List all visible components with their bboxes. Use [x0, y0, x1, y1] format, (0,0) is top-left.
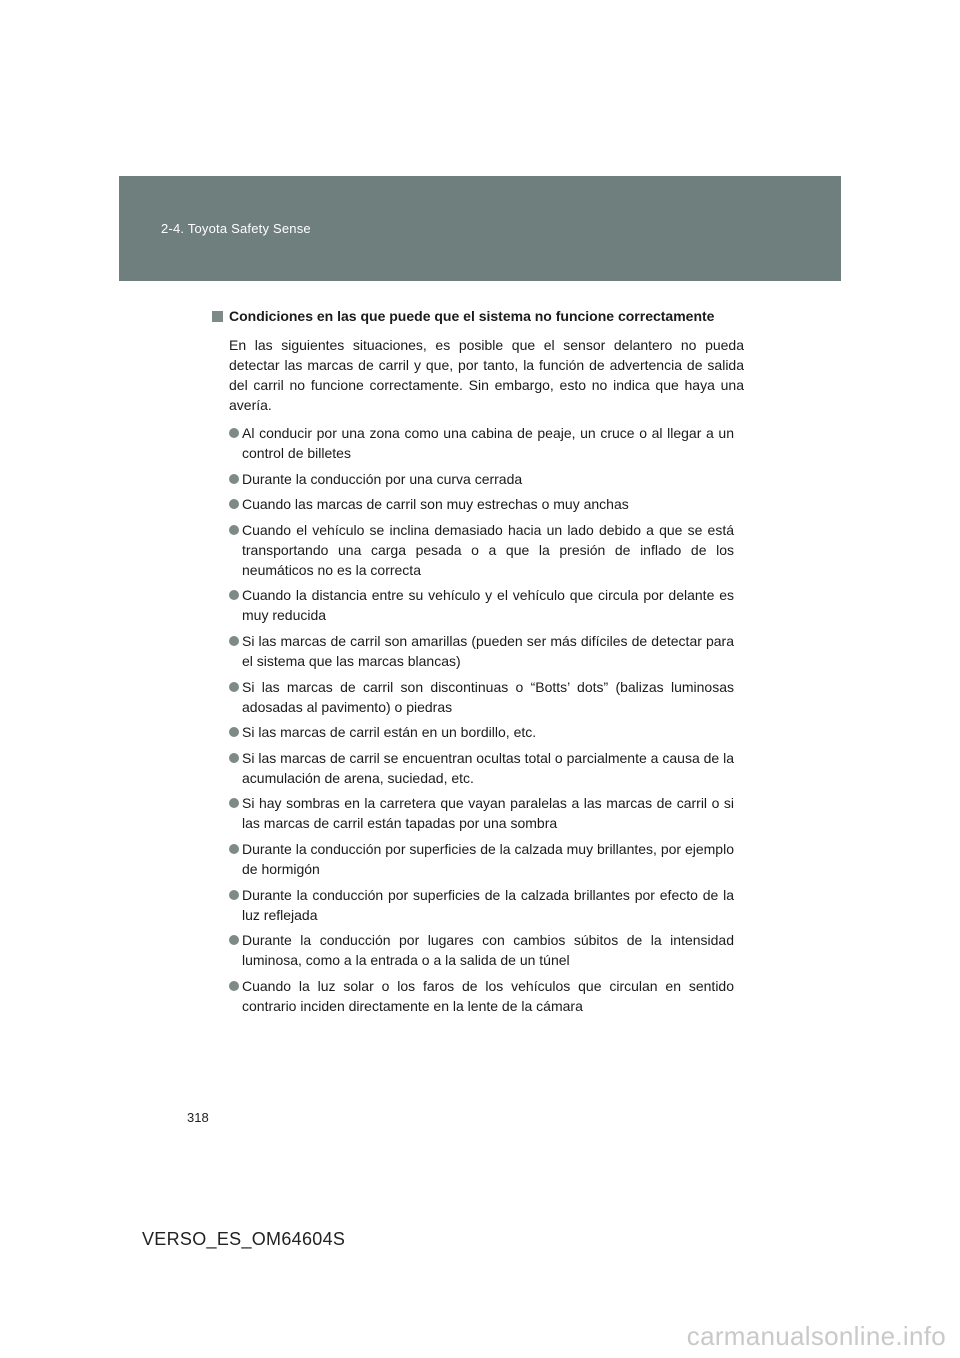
list-item-text: Durante la conducción por superficies de la calzada brillantes por efecto de la luz reflejada: [242, 886, 734, 923]
list-item: [229, 469, 734, 489]
round-bullet-icon: [229, 798, 239, 808]
list-item-text: Cuando la luz solar o los faros de los vehículos que circulan en sentido contrario inciden directamente en la lente de la cámara: [242, 977, 734, 1014]
round-bullet-icon: [229, 727, 239, 737]
round-bullet-icon: [229, 636, 239, 646]
list-item-text: Durante la conducción por una curva cerrada: [242, 470, 523, 487]
list-item-text: Si hay sombras en la carretera que vayan paralelas a las marcas de carril o si las marcas de carril están tapadas por una sombra: [242, 795, 734, 832]
round-bullet-icon: [229, 981, 239, 991]
list-item: [229, 885, 734, 925]
condition-list: [229, 423, 734, 1016]
list-item: [229, 839, 734, 879]
list-item-text: Cuando las marcas de carril son muy estrechas o muy anchas: [242, 496, 629, 513]
page-number: 318: [187, 1110, 209, 1125]
list-item: [229, 520, 734, 580]
list-item-text: Si las marcas de carril son amarillas (pueden ser más difíciles de detectar para el sistema que las marcas blancas): [242, 632, 734, 669]
section-title: 2-4. Toyota Safety Sense: [161, 221, 311, 236]
round-bullet-icon: [229, 499, 239, 509]
list-item-text: Cuando la distancia entre su vehículo y el vehículo que circula por delante es muy reducida: [242, 587, 734, 624]
list-item-text: Si las marcas de carril son discontinuas o “Botts’ dots” (balizas luminosas adosadas al pavimento) o piedras: [242, 678, 734, 715]
list-item: [229, 677, 734, 717]
list-item-text: Si las marcas de carril se encuentran ocultas total o parcialmente a causa de la acumulación de arena, suciedad, etc.: [242, 749, 734, 786]
round-bullet-icon: [229, 525, 239, 535]
round-bullet-icon: [229, 682, 239, 692]
main-content: [212, 306, 744, 1021]
intro-paragraph: En las siguientes situaciones, es posible que el sensor delantero no pueda detectar las marcas de carril y que, por tanto, la función de advertencia de salida del carril no funcione correctamente. Sin embargo, esto no indica que haya una avería.: [229, 337, 744, 413]
watermark: carmanualsonline.info: [686, 1321, 946, 1351]
round-bullet-icon: [229, 474, 239, 484]
list-item: [229, 585, 734, 625]
round-bullet-icon: [229, 590, 239, 600]
list-item-text: Cuando el vehículo se inclina demasiado hacia un lado debido a que se está transportando una carga pesada o a que la presión de inflado de los neumáticos no es la correcta: [242, 521, 734, 578]
document-code: VERSO_ES_OM64604S: [142, 1229, 346, 1249]
round-bullet-icon: [229, 844, 239, 854]
list-item: [229, 793, 734, 833]
list-item: [229, 631, 734, 671]
subheading-text: Condiciones en las que puede que el sistema no funcione correctamente: [229, 308, 715, 324]
round-bullet-icon: [229, 428, 239, 438]
list-item-text: Si las marcas de carril están en un bordillo, etc.: [242, 724, 537, 741]
square-bullet-icon: [212, 311, 223, 322]
list-item: [229, 748, 734, 788]
list-item: [229, 722, 734, 742]
round-bullet-icon: [229, 890, 239, 900]
list-item-text: Durante la conducción por superficies de la calzada muy brillantes, por ejemplo de hormigón: [242, 840, 734, 877]
round-bullet-icon: [229, 935, 239, 945]
list-item-text: Durante la conducción por lugares con cambios súbitos de la intensidad luminosa, como a la entrada o a la salida de un túnel: [242, 932, 734, 969]
list-item: [229, 976, 734, 1016]
list-item: [229, 930, 734, 970]
list-item-text: Al conducir por una zona como una cabina de peaje, un cruce o al llegar a un control de billetes: [242, 425, 734, 461]
section-header-band: [119, 176, 841, 281]
list-item: [229, 494, 734, 514]
list-item: [229, 423, 734, 463]
subheading: [212, 306, 744, 326]
round-bullet-icon: [229, 753, 239, 763]
